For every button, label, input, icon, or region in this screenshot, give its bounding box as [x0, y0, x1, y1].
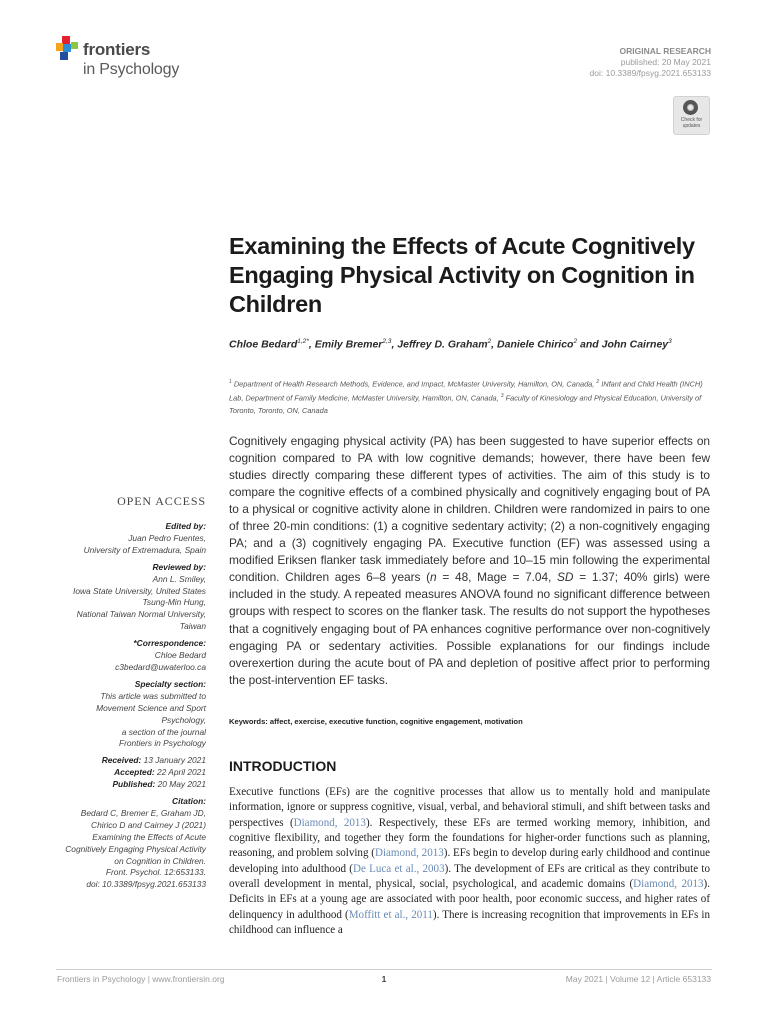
sidebar-line: Movement Science and Sport	[96, 702, 206, 713]
sidebar-line: Psychology,	[161, 714, 206, 725]
sidebar-line: c3bedard@uwaterloo.ca	[115, 661, 206, 672]
author-separator: and	[577, 338, 602, 351]
footer-issue-info: May 2021 | Volume 12 | Article 653133	[565, 974, 711, 984]
introduction-text	[229, 785, 710, 938]
article-title: Examining the Effects of Acute Cognitively Engaging Physical Activity on Cognition in Children	[229, 233, 695, 317]
sidebar-line: Front. Psychol. 12:653133.	[105, 867, 206, 878]
correspondence-group	[40, 638, 206, 674]
sidebar-line: Ann L. Smiley,	[152, 573, 206, 584]
accepted-date: Accepted: 22 April 2021	[114, 767, 206, 778]
specialty-section-label: Specialty section:	[134, 678, 206, 689]
specialty-section-group	[40, 679, 206, 750]
frontiers-logo[interactable]	[56, 34, 226, 84]
text-run: Executive functions (EFs) are the cognitive processes that allow us to mentally hold and manipulate information, ignore or suppress cognitive, visual, verbal, and behavioral stimuli, and shift between tasks and perspectives (	[229, 786, 710, 829]
author-separator: ,	[491, 338, 498, 351]
sidebar-line: Examining the Effects of Acute	[92, 831, 206, 842]
citation-link[interactable]: Diamond, 2013	[374, 847, 444, 860]
frontiers-logo-icon	[56, 36, 82, 62]
edited-by-lines	[40, 533, 206, 557]
reviewed-by-lines	[40, 574, 206, 634]
sidebar-line: Tsung-Min Hung,	[142, 597, 206, 608]
article-doi[interactable]: doi: 10.3389/fpsyg.2021.653133	[589, 68, 711, 78]
author-affiliation-marker: 3	[668, 338, 672, 345]
affiliation-text: INfant and Child Health (INCH) Lab, Department of Family Medicine, McMaster University, Hamilton, ON, Canada,	[229, 379, 703, 403]
text-run: ). The development of EFs are critical as they contribute to overall development in mental, physical, social, psychological, and academic domains (	[229, 862, 710, 891]
check-updates-label: Check for updates	[680, 117, 703, 129]
author-name[interactable]: Emily Bremer	[314, 338, 383, 351]
sidebar-line: National Taiwan Normal University,	[76, 609, 206, 620]
citation-group	[40, 796, 206, 891]
affiliation-marker: 3	[500, 393, 504, 400]
affiliation-marker: 1	[229, 379, 232, 385]
author-name[interactable]: John Cairney	[601, 338, 669, 351]
sidebar-line: on Cognition in Children.	[114, 855, 206, 866]
citation-lines	[40, 808, 206, 891]
citation-label: Citation:	[172, 796, 206, 807]
edited-by-group	[40, 521, 206, 557]
author-affiliation-marker: 2	[487, 338, 492, 345]
page-number: 1	[381, 974, 387, 984]
sidebar-line: Taiwan	[179, 621, 206, 632]
text-run: = 48, Mage = 7.04,	[436, 570, 558, 585]
text-run: Cognitively engaging physical activity (PA) has been suggested to have superior effects on cognition compared to PA with low cognitive demands; however, there have been few studies directly comparing these different types of activities. The aim of this study is to compare the cognitive effects of a combined physically and cognitively engaging bout of PA to a physical or cognitive activity alone in children. Children were randomized in pairs to one of three 20-min conditions: (1) a cognitive sedentary activity; (2) a non-cognitively engaging PA; and a (3) cognitively engaging PA. Executive function (EF) was assessed using a modified Eriksen flanker task immediately before and 10–15 min following the experimental condition. Children ages 6–8 years (	[229, 434, 710, 585]
citation-link[interactable]: De Luca et al., 2003	[352, 862, 445, 875]
received-date: Received: 13 January 2021	[101, 755, 206, 766]
article-info-sidebar	[40, 521, 206, 896]
text-run: n	[430, 570, 437, 585]
journal-name: in Psychology	[83, 61, 180, 78]
author-name[interactable]: Daniele Chirico	[497, 338, 574, 351]
sidebar-line: Chirico D and Cairney J (2021)	[91, 819, 206, 830]
text-run: ). EFs begin to develop during early childhood and continue developing into adulthood (	[229, 847, 711, 875]
citation-link[interactable]: Moffitt et al., 2011	[348, 908, 433, 921]
author-affiliation-marker: 2,3	[382, 338, 392, 345]
sidebar-line: Bedard C, Bremer E, Graham JD,	[80, 807, 206, 818]
correspondence-lines[interactable]	[40, 650, 206, 674]
author-name[interactable]: Chloe Bedard	[229, 338, 298, 351]
sidebar-line: Juan Pedro Fuentes,	[128, 532, 206, 543]
author-affiliation-marker: 1,2*	[297, 338, 309, 345]
affiliation-marker: 2	[596, 379, 600, 385]
correspondence-label: *Correspondence:	[133, 638, 206, 649]
footer-journal-link[interactable]: Frontiers in Psychology | www.frontiersin.org	[57, 974, 225, 984]
text-run: ). Respectively, these EFs are termed working memory, inhibition, and cognitive flexibility, and together they form the foundations for higher-order functions such as planning, reasoning, and problem solving (	[229, 816, 711, 860]
sidebar-line: doi: 10.3389/fpsyg.2021.653133	[86, 879, 206, 890]
abstract	[229, 433, 710, 689]
sidebar-line: a section of the journal	[121, 726, 206, 737]
sidebar-line: University of Extremadura, Spain	[83, 544, 206, 555]
author-affiliation-marker: 2	[573, 338, 578, 345]
reviewed-by-label: Reviewed by:	[152, 561, 206, 572]
text-run: SD	[557, 570, 574, 585]
text-run: ). There is increasing recognition that improvements in EFs in childhood can influence a	[229, 908, 710, 937]
affiliations	[229, 376, 709, 417]
author-name[interactable]: Jeffrey D. Graham	[397, 338, 488, 351]
reviewed-by-group	[40, 562, 206, 633]
section-heading-introduction: INTRODUCTION	[229, 758, 337, 774]
check-for-updates-button[interactable]	[673, 96, 710, 135]
affiliation-text: Department of Health Research Methods, Evidence, and Impact, McMaster University, Hamilton, ON, Canada,	[231, 379, 597, 389]
text-run: = 1.37; 40% girls) were included in the study. A repeated measures ANOVA found no significant difference between groups with respect to scores on the flanker task. The results do not support the hypotheses that a cognitively engaging bout of PA enhances cognitive performance over non-cognitively engaging PA or sedentary activities. Possible explanations for our findings include overexertion during the acute bout of PA and depletion of positive affect prior to performing the post-intervention EF tasks.	[229, 570, 710, 687]
brand-name: frontiers	[83, 40, 151, 59]
article-meta-header	[471, 46, 711, 79]
author-list	[229, 335, 709, 352]
affiliation-text: Faculty of Kinesiology and Physical Education, University of Toronto, Toronto, ON, Canada	[229, 393, 702, 415]
citation-link[interactable]: Diamond, 2013	[633, 878, 704, 891]
sidebar-line: This article was submitted to	[100, 690, 206, 701]
citation-link[interactable]: Diamond, 2013	[293, 816, 366, 829]
sidebar-line: Iowa State University, United States	[73, 585, 206, 596]
sidebar-line: Cognitively Engaging Physical Activity	[65, 843, 206, 854]
sidebar-line: Chloe Bedard	[154, 650, 206, 661]
footer-divider	[56, 969, 712, 970]
author-separator: ,	[391, 338, 398, 351]
author-separator: ,	[308, 338, 315, 351]
keywords: Keywords: affect, exercise, executive function, cognitive engagement, motivation	[229, 717, 523, 726]
published-date: published: 20 May 2021	[620, 57, 711, 67]
published-date-sidebar: Published: 20 May 2021	[112, 779, 206, 790]
article-type: ORIGINAL RESEARCH	[619, 46, 711, 56]
text-run: ). Deficits in EFs at a young age are associated with poor health, poor economic success, and higher rates of delinquency in adulthood (	[229, 878, 710, 921]
check-updates-icon	[683, 100, 698, 115]
dates-group	[40, 755, 206, 791]
specialty-section-lines	[40, 691, 206, 751]
open-access-label: OPEN ACCESS	[117, 494, 206, 508]
sidebar-line: Frontiers in Psychology	[118, 738, 206, 749]
edited-by-label: Edited by:	[165, 521, 206, 531]
